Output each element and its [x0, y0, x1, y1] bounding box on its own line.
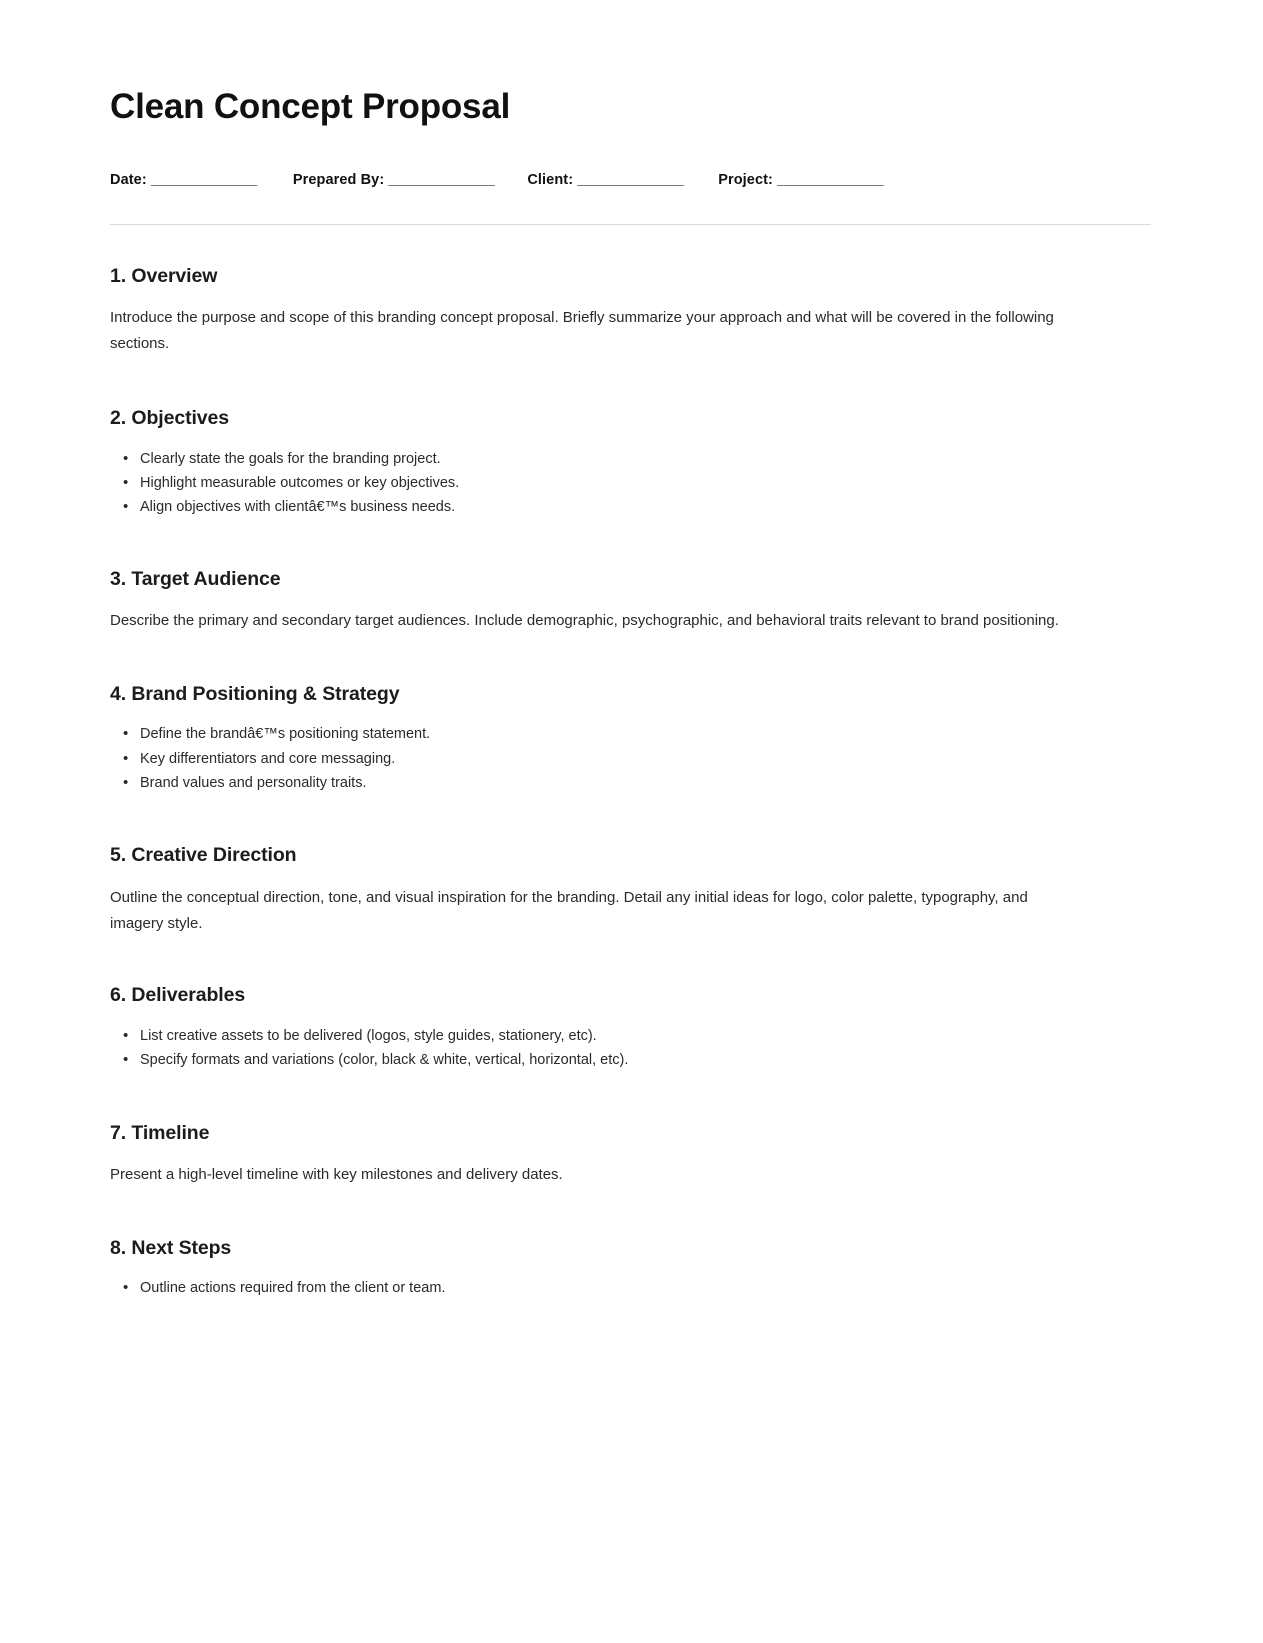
document-meta-row — [110, 172, 1151, 188]
meta-blank-prepared-by[interactable]: ______________ — [388, 172, 495, 188]
section-heading-creative-direction: 5. Creative Direction — [110, 844, 297, 867]
section-heading-brand-positioning: 4. Brand Positioning & Strategy — [110, 682, 400, 705]
section-list-deliverables — [110, 1024, 1151, 1073]
section-paragraph-overview: Introduce the purpose and scope of this branding concept proposal. Briefly summarize your approach and what will be covered in the following sections. — [110, 309, 1054, 353]
section-list-next-steps — [110, 1276, 1151, 1300]
list-item: • Outline actions required from the client or team. — [140, 1276, 1151, 1300]
meta-label-client: Client: — [527, 172, 574, 188]
section-list-brand-positioning — [110, 722, 1151, 795]
section-timeline — [110, 1121, 1151, 1188]
list-item: • Specify formats and variations (color, black & white, vertical, horizontal, etc). — [140, 1048, 1151, 1072]
section-list-objectives — [110, 447, 1151, 520]
meta-label-date: Date: — [110, 172, 147, 188]
section-heading-timeline: 7. Timeline — [110, 1121, 210, 1144]
section-paragraph-target-audience: Describe the primary and secondary target audiences. Include demographic, psychographic, and behavioral traits relevant to brand positioning. — [110, 611, 1059, 629]
meta-field-date — [110, 172, 257, 188]
page-title: Clean Concept Proposal — [110, 87, 511, 126]
list-item: • List creative assets to be delivered (logos, style guides, stationery, etc). — [140, 1024, 1151, 1048]
section-next-steps — [110, 1236, 1151, 1301]
meta-label-project: Project: — [718, 172, 773, 188]
meta-field-client — [527, 172, 683, 188]
meta-field-prepared-by — [293, 172, 495, 188]
meta-field-project — [718, 172, 883, 188]
section-paragraph-creative-direction: Outline the conceptual direction, tone, and visual inspiration for the branding. Detail any initial ideas for logo, color palette, typography, and imagery style. — [110, 888, 1028, 932]
list-item: • Key differentiators and core messaging. — [140, 747, 1151, 771]
meta-blank-project[interactable]: ______________ — [777, 172, 884, 188]
meta-blank-client[interactable]: ______________ — [577, 172, 684, 188]
section-heading-deliverables: 6. Deliverables — [110, 984, 246, 1007]
list-item: • Highlight measurable outcomes or key objectives. — [140, 471, 1151, 495]
section-heading-overview: 1. Overview — [110, 265, 218, 287]
section-overview — [110, 264, 1151, 357]
section-brand-positioning — [110, 682, 1151, 796]
section-target-audience — [110, 567, 1151, 634]
section-creative-direction — [110, 843, 1151, 936]
section-heading-objectives: 2. Objectives — [110, 406, 230, 429]
section-heading-next-steps: 8. Next Steps — [110, 1236, 232, 1259]
list-item: • Brand values and personality traits. — [140, 771, 1151, 795]
meta-label-prepared-by: Prepared By: — [292, 172, 385, 188]
header-divider — [110, 224, 1151, 225]
list-item: • Define the brandâ€™s positioning statement. — [140, 722, 1151, 746]
section-objectives — [110, 406, 1151, 520]
list-item: • Clearly state the goals for the branding project. — [140, 447, 1151, 471]
section-paragraph-timeline: Present a high-level timeline with key milestones and delivery dates. — [110, 1166, 563, 1183]
section-deliverables — [110, 983, 1151, 1072]
meta-blank-date[interactable]: ______________ — [150, 172, 257, 188]
list-item: • Align objectives with clientâ€™s business needs. — [140, 495, 1151, 519]
section-heading-target-audience: 3. Target Audience — [110, 567, 281, 590]
